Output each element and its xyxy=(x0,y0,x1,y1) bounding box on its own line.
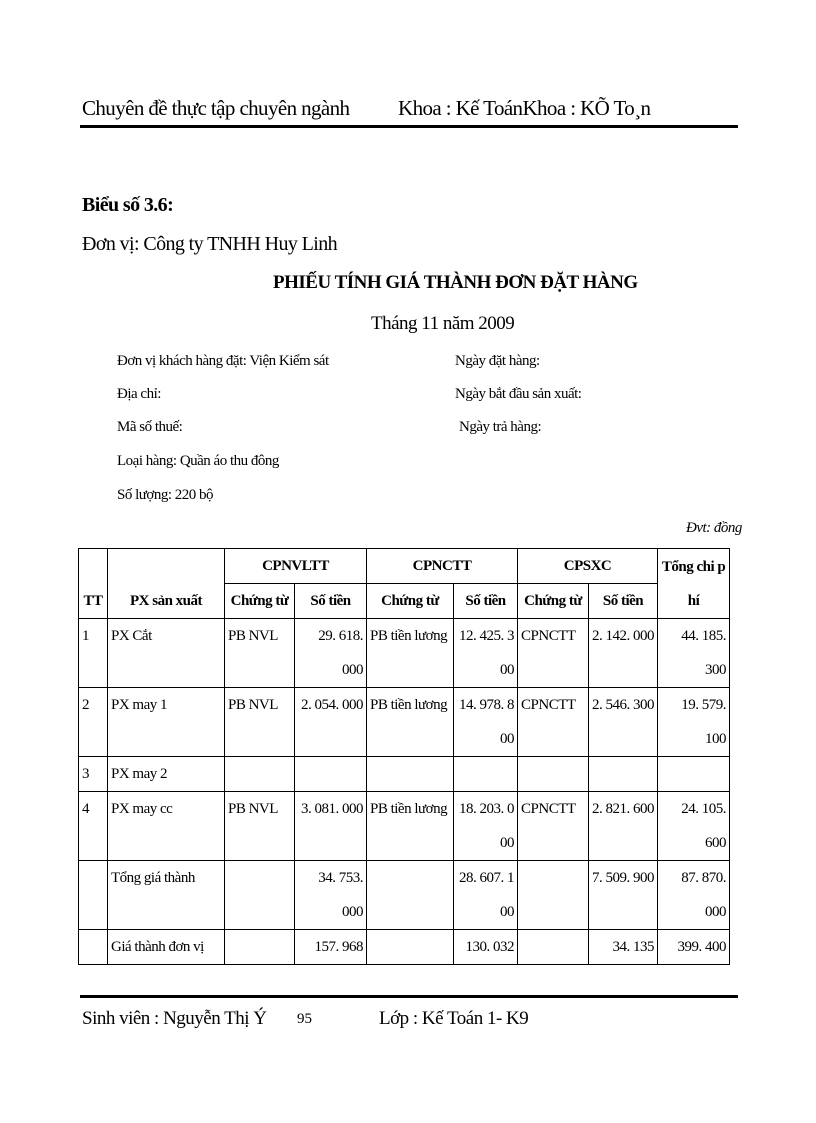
cell-total xyxy=(658,757,730,792)
cell-tt xyxy=(79,861,108,930)
header-rule xyxy=(80,125,738,128)
cell-doc-sxc xyxy=(518,930,589,965)
header-right: Khoa : Kế ToánKhoa : KÕ To¸n xyxy=(398,96,651,120)
cell-tt: 2 xyxy=(79,688,108,757)
delivery-date: Ngày trả hàng: xyxy=(459,419,542,435)
cell-amount-sxc: 34. 135 xyxy=(589,930,658,965)
cell-doc-nc: PB tiền lương xyxy=(367,688,454,757)
col-group-cpsxc: CPSXC xyxy=(518,549,658,584)
goods-type: Loại hàng: Quần áo thu đông xyxy=(117,453,279,469)
sub-header: Chứng từ xyxy=(225,584,295,619)
cell-doc-nc xyxy=(367,930,454,965)
cell-doc-nvl xyxy=(225,757,295,792)
cell-doc-nc: PB tiền lương xyxy=(367,792,454,861)
cell-amount-nvl: 2. 054. 000 xyxy=(295,688,367,757)
table-row xyxy=(79,861,730,930)
table-row xyxy=(79,930,730,965)
col-total: Tổng chi phí xyxy=(658,549,730,619)
currency-unit: Đvt: đồng xyxy=(686,520,742,536)
cell-amount-nc: 130. 032 xyxy=(454,930,518,965)
col-group-cpnctt: CPNCTT xyxy=(367,549,518,584)
address: Địa chỉ: xyxy=(117,386,161,402)
sub-header: Số tiền xyxy=(454,584,518,619)
cell-total: 399. 400 xyxy=(658,930,730,965)
footer-class: Lớp : Kế Toán 1- K9 xyxy=(379,1008,529,1029)
sub-header: Chứng từ xyxy=(367,584,454,619)
footer-rule xyxy=(80,995,738,998)
cell-tt: 3 xyxy=(79,757,108,792)
cell-doc-sxc: CPNCTT xyxy=(518,688,589,757)
sub-header: Số tiền xyxy=(295,584,367,619)
cell-doc-nvl: PB NVL xyxy=(225,688,295,757)
cell-doc-nvl: PB NVL xyxy=(225,792,295,861)
cell-px: PX Cắt xyxy=(108,619,225,688)
doc-label: Biểu số 3.6: xyxy=(82,194,174,216)
footer-student: Sinh viên : Nguyễn Thị Ý xyxy=(82,1008,267,1029)
cell-px: Giá thành đơn vị xyxy=(108,930,225,965)
cell-doc-sxc: CPNCTT xyxy=(518,619,589,688)
cell-amount-nc: 28. 607. 100 xyxy=(454,861,518,930)
cell-amount-nvl: 157. 968 xyxy=(295,930,367,965)
cell-px: PX may 2 xyxy=(108,757,225,792)
cell-doc-nvl xyxy=(225,930,295,965)
cell-px: PX may cc xyxy=(108,792,225,861)
cell-tt: 1 xyxy=(79,619,108,688)
unit-line: Đơn vị: Công ty TNHH Huy Linh xyxy=(82,233,338,255)
table-header-row xyxy=(79,549,730,584)
cell-doc-nc: PB tiền lương xyxy=(367,619,454,688)
cell-amount-nvl xyxy=(295,757,367,792)
cell-total: 24. 105. 600 xyxy=(658,792,730,861)
page-title: PHIẾU TÍNH GIÁ THÀNH ĐƠN ĐẶT HÀNG xyxy=(273,272,638,293)
cell-tt xyxy=(79,930,108,965)
period: Tháng 11 năm 2009 xyxy=(371,313,515,334)
cell-amount-nc xyxy=(454,757,518,792)
cell-amount-sxc: 2. 142. 000 xyxy=(589,619,658,688)
cell-amount-nvl: 3. 081. 000 xyxy=(295,792,367,861)
cost-table xyxy=(78,548,730,965)
cell-doc-nc xyxy=(367,757,454,792)
quantity: Số lượng: 220 bộ xyxy=(117,487,213,503)
cell-total: 44. 185. 300 xyxy=(658,619,730,688)
cell-tt: 4 xyxy=(79,792,108,861)
footer-page-number: 95 xyxy=(297,1011,312,1027)
table-row xyxy=(79,688,730,757)
cell-doc-nc xyxy=(367,861,454,930)
customer: Đơn vị khách hàng đặt: Viện Kiểm sát xyxy=(117,353,329,369)
cell-amount-nc: 12. 425. 300 xyxy=(454,619,518,688)
cell-amount-sxc xyxy=(589,757,658,792)
tax-code: Mã số thuế: xyxy=(117,419,183,435)
cell-amount-nvl: 34. 753. 000 xyxy=(295,861,367,930)
table-row xyxy=(79,757,730,792)
col-group-cpnvltt: CPNVLTT xyxy=(225,549,367,584)
cell-doc-sxc xyxy=(518,757,589,792)
cell-px: PX may 1 xyxy=(108,688,225,757)
cell-px: Tổng giá thành xyxy=(108,861,225,930)
cell-doc-nvl: PB NVL xyxy=(225,619,295,688)
cell-amount-sxc: 2. 821. 600 xyxy=(589,792,658,861)
order-date: Ngày đặt hàng: xyxy=(455,353,540,369)
cell-doc-sxc: CPNCTT xyxy=(518,792,589,861)
sub-header: Số tiền xyxy=(589,584,658,619)
cell-amount-nvl: 29. 618. 000 xyxy=(295,619,367,688)
header-left: Chuyên đề thực tập chuyên ngành xyxy=(82,96,350,120)
cell-amount-sxc: 7. 509. 900 xyxy=(589,861,658,930)
cell-doc-sxc xyxy=(518,861,589,930)
cell-amount-nc: 18. 203. 000 xyxy=(454,792,518,861)
cell-doc-nvl xyxy=(225,861,295,930)
table-row xyxy=(79,792,730,861)
cell-amount-sxc: 2. 546. 300 xyxy=(589,688,658,757)
cell-total: 87. 870. 000 xyxy=(658,861,730,930)
col-tt: TT xyxy=(79,549,108,619)
cell-amount-nc: 14. 978. 800 xyxy=(454,688,518,757)
col-px: PX sản xuất xyxy=(108,549,225,619)
cell-total: 19. 579. 100 xyxy=(658,688,730,757)
sub-header: Chứng từ xyxy=(518,584,589,619)
start-date: Ngày bắt đầu sản xuất: xyxy=(455,386,582,402)
table-row xyxy=(79,619,730,688)
